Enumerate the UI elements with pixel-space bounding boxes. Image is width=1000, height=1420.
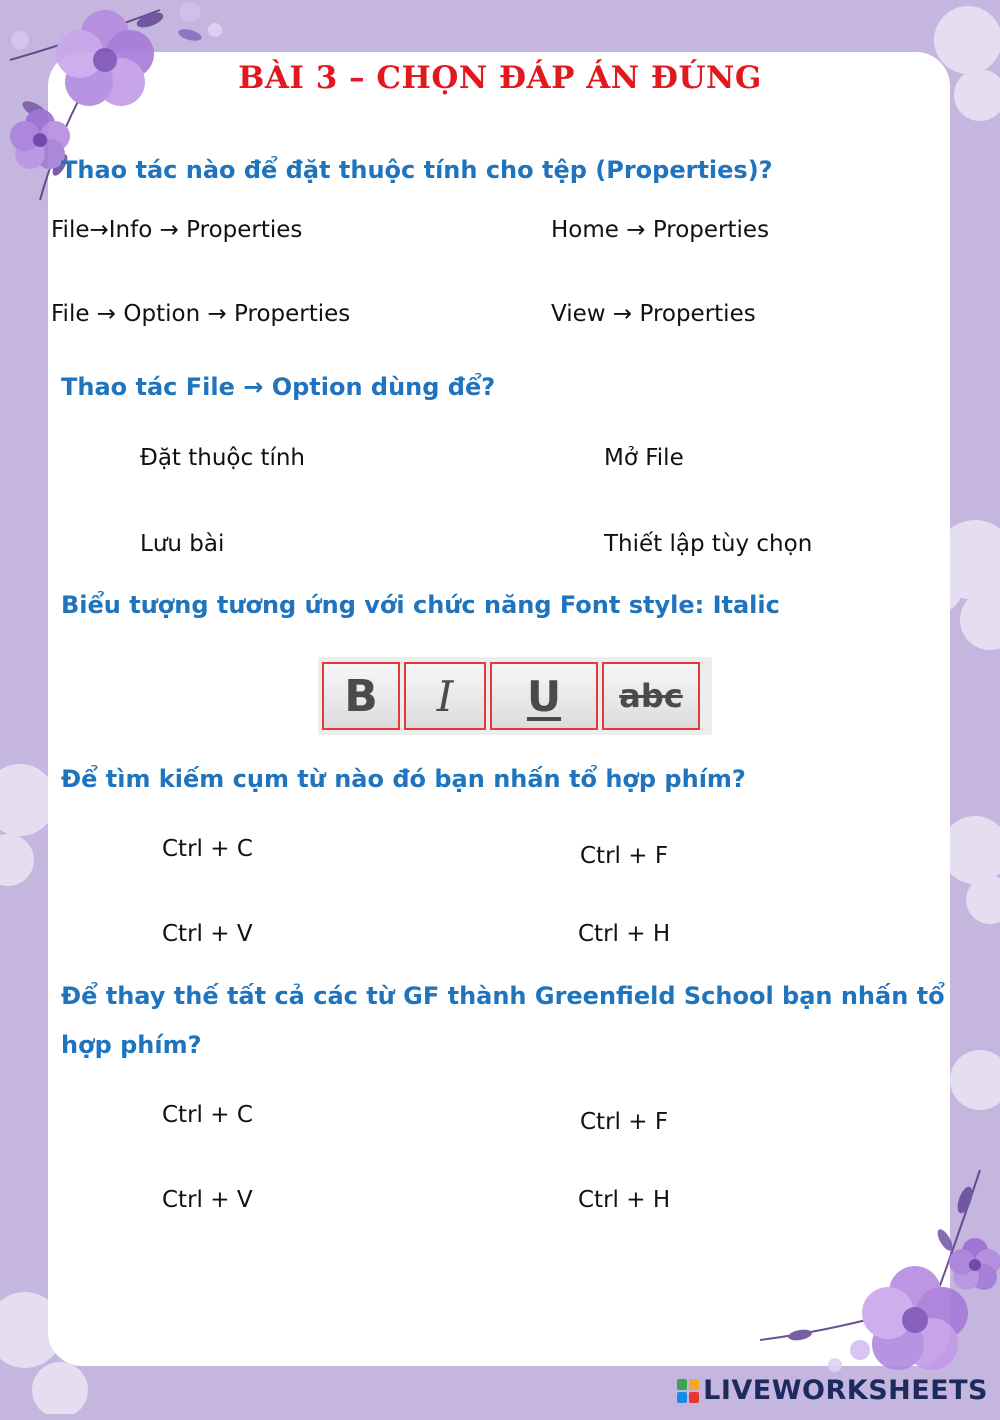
q4-option-c[interactable]: Ctrl + V	[162, 921, 253, 947]
q5-option-a[interactable]: Ctrl + C	[162, 1102, 253, 1128]
q5-option-c[interactable]: Ctrl + V	[162, 1187, 253, 1213]
q4-option-d[interactable]: Ctrl + H	[578, 921, 671, 947]
q1-option-b[interactable]: Home → Properties	[551, 217, 770, 243]
q2-option-b[interactable]: Mở File	[604, 445, 684, 471]
q2-option-d[interactable]: Thiết lập tùy chọn	[604, 531, 813, 557]
q4-option-b[interactable]: Ctrl + F	[580, 843, 669, 869]
q1-option-a[interactable]: File→Info → Properties	[51, 217, 303, 243]
q1-option-d[interactable]: View → Properties	[551, 301, 756, 327]
q2-option-a[interactable]: Đặt thuộc tính	[140, 445, 306, 471]
page-title: BÀI 3 – CHỌN ĐÁP ÁN ĐÚNG	[238, 60, 762, 96]
underline-button[interactable]: U	[490, 662, 598, 730]
question-3: Biểu tượng tương ứng với chức năng Font style: Italic	[61, 591, 780, 619]
liveworksheets-logo-icon	[677, 1379, 699, 1403]
liveworksheets-logo[interactable]	[677, 1375, 988, 1406]
q2-option-c[interactable]: Lưu bài	[140, 531, 225, 557]
font-style-toolbar	[318, 657, 712, 735]
bold-button[interactable]: B	[322, 662, 400, 730]
question-4: Để tìm kiếm cụm từ nào đó bạn nhấn tổ hợp phím?	[61, 765, 746, 793]
brand-name: LIVEWORKSHEETS	[703, 1375, 988, 1406]
q1-option-c[interactable]: File → Option → Properties	[51, 301, 351, 327]
question-2: Thao tác File → Option dùng để?	[61, 373, 496, 401]
italic-button[interactable]: I	[404, 662, 486, 730]
question-5-line-1: Để thay thế tất cả các từ GF thành Greenfield School bạn nhấn tổ	[61, 982, 945, 1010]
top-left-floral-decoration	[0, 0, 270, 230]
question-5-line-2: hợp phím?	[61, 1031, 202, 1059]
strikethrough-button[interactable]: abc	[602, 662, 700, 730]
q4-option-a[interactable]: Ctrl + C	[162, 836, 253, 862]
q5-option-d[interactable]: Ctrl + H	[578, 1187, 671, 1213]
q5-option-b[interactable]: Ctrl + F	[580, 1109, 669, 1135]
question-1: Thao tác nào để đặt thuộc tính cho tệp (Properties)?	[61, 156, 773, 184]
